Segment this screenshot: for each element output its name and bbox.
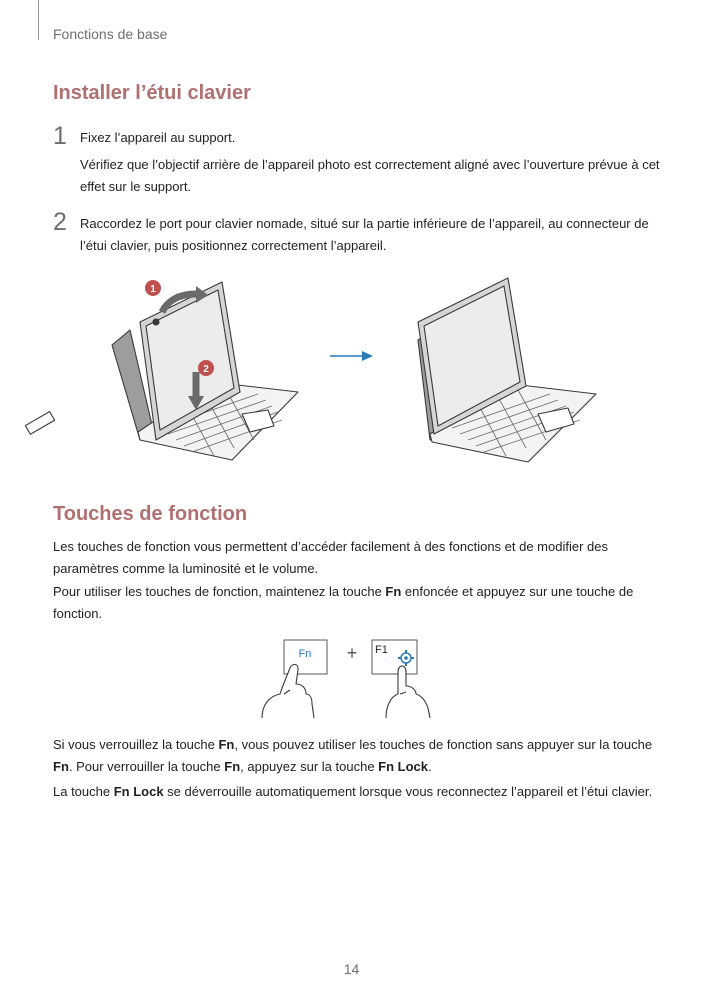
- section-title-install: Installer l’étui clavier: [53, 82, 251, 104]
- fn-unlock-paragraph: La touche Fn Lock se déverrouille automatiquement lorsque vous reconnectez l’appareil et l’étui clavier.: [53, 784, 653, 799]
- step-1-note: Vérifiez que l’objectif arrière de l’appareil photo est correctement aligné avec l’ouverture prévue à cet effet sur le support.: [80, 157, 660, 194]
- plus-sign: +: [346, 643, 358, 663]
- margin-rule: [38, 0, 39, 40]
- step-number-2: 2: [53, 208, 67, 236]
- callout-badge-2: [198, 360, 214, 376]
- function-keys-usage: Pour utiliser les touches de fonction, maintenez la touche Fn enfoncée et appuyez sur une touche de fonction.: [53, 584, 634, 621]
- callout-label-1: 1: [150, 284, 156, 295]
- callout-label-2: 2: [203, 364, 209, 375]
- step-2-text: Raccordez le port pour clavier nomade, situé sur la partie inférieure de l’appareil, au connecteur de l’étui clavier, puis positionnez correctement l’appareil.: [80, 216, 649, 253]
- function-keys-intro: Les touches de fonction vous permettent d’accéder facilement à des fonctions et de modifier des paramètres comme la luminosité et le volume.: [53, 539, 608, 576]
- step-1-text: Fixez l’appareil au support.: [80, 130, 236, 145]
- fn-key-illustration: [0, 632, 703, 722]
- step-number-1: 1: [53, 122, 67, 150]
- fn-key-label: Fn: [298, 648, 312, 660]
- fn-key-term: Fn: [385, 584, 402, 599]
- keyboard-case-illustration: [0, 268, 703, 488]
- section-title-function-keys: Touches de fonction: [53, 503, 248, 525]
- f1-key-label: F1: [375, 644, 388, 656]
- callout-badge-1: [145, 280, 161, 296]
- fn-lock-paragraph: Si vous verrouillez la touche Fn, vous pouvez utiliser les touches de fonction sans appuyer sur la touche Fn. Pour verrouiller la touche Fn, appuyez sur la touche Fn Lock.: [53, 737, 653, 774]
- f1-key: [372, 640, 417, 674]
- running-header: Fonctions de base: [53, 26, 168, 42]
- page-number: 14: [343, 961, 360, 977]
